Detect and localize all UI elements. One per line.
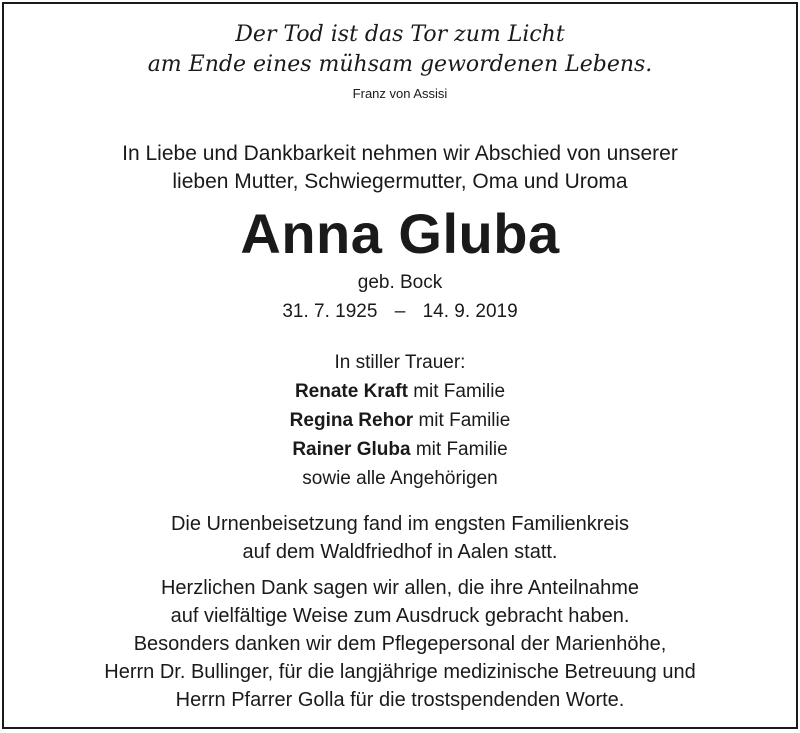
- mourners-heading: In stiller Trauer:: [334, 352, 466, 373]
- deceased-name: Anna Gluba: [240, 202, 560, 265]
- thanks-text: [4, 574, 796, 714]
- thanks-line: Besonders danken wir dem Pflegepersonal der Marienhöhe,: [133, 633, 667, 655]
- birth-date: 31. 7. 1925: [282, 301, 378, 322]
- motto-quote: [4, 20, 796, 80]
- mourner-entry: [4, 435, 796, 464]
- mourner-entry: [4, 406, 796, 435]
- obituary-notice: [2, 2, 798, 729]
- intro-line: In Liebe und Dankbarkeit nehmen wir Abschied von unserer: [122, 142, 678, 165]
- mourner-entry: [4, 377, 796, 406]
- life-dates: [4, 299, 796, 325]
- mourner-suffix: mit Familie: [413, 410, 511, 431]
- intro-text: [4, 140, 796, 196]
- burial-line: auf dem Waldfriedhof in Aalen statt.: [242, 541, 558, 563]
- thanks-line: Herzlichen Dank sagen wir allen, die ihre Anteilnahme: [160, 577, 640, 599]
- thanks-line: Herrn Pfarrer Golla für die trostspendenden Worte.: [175, 689, 625, 711]
- motto-line: am Ende eines mühsam gewordenen Lebens.: [147, 52, 653, 77]
- thanks-line: Herrn Dr. Bullinger, für die langjährige medizinische Betreuung und: [104, 661, 696, 683]
- date-dash: –: [394, 301, 406, 322]
- mourners-others: sowie alle Angehörigen: [302, 468, 498, 489]
- mourner-name: Renate Kraft: [294, 381, 408, 402]
- birth-name: geb. Bock: [357, 272, 443, 293]
- death-date: 14. 9. 2019: [422, 301, 518, 322]
- mourner-name: Rainer Gluba: [292, 439, 411, 460]
- mourners-block: [4, 348, 796, 493]
- mourner-suffix: mit Familie: [407, 381, 506, 402]
- mourner-name: Regina Rehor: [289, 410, 414, 431]
- quote-source: Franz von Assisi: [352, 86, 448, 101]
- mourner-suffix: mit Familie: [410, 439, 508, 460]
- motto-line: Der Tod ist das Tor zum Licht: [235, 22, 565, 47]
- intro-line: lieben Mutter, Schwiegermutter, Oma und Uroma: [172, 170, 628, 193]
- burial-info: [4, 510, 796, 566]
- thanks-line: auf vielfältige Weise zum Ausdruck gebracht haben.: [170, 605, 630, 627]
- burial-line: Die Urnenbeisetzung fand im engsten Familienkreis: [170, 513, 629, 535]
